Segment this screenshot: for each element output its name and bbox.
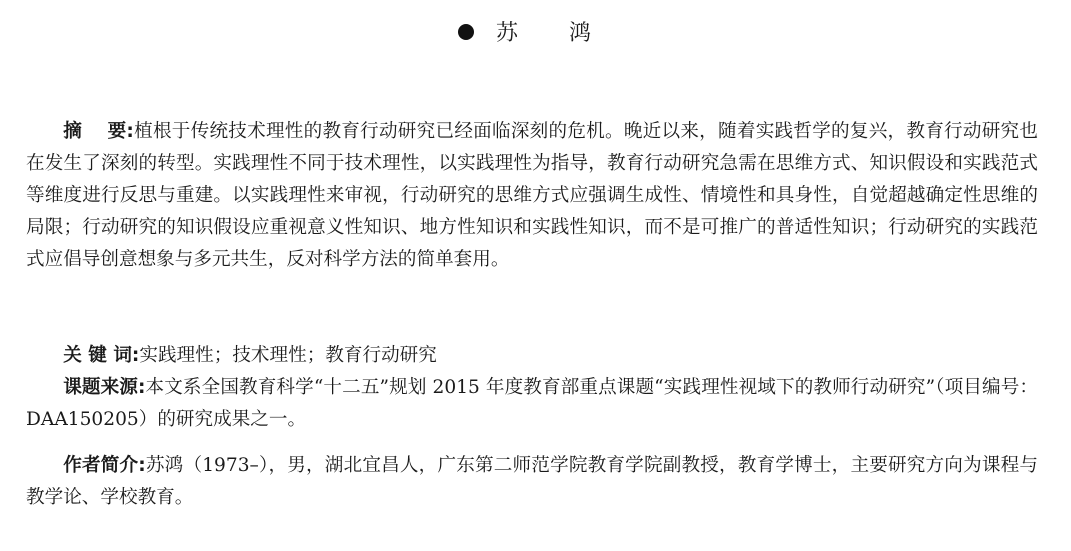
funding-paragraph — [26, 372, 1038, 436]
keywords-section — [26, 340, 1038, 372]
author-line — [0, 16, 1071, 52]
abstract-text: 植根于传统技术理性的教育行动研究已经面临深刻的危机。晚近以来，随着实践哲学的复兴，教育行动研究也在发生了深刻的转型。实践理性不同于技术理性，以实践理性为指导，教育行动研究急需在思维方式、知识假设和实践范式等维度进行反思与重建。以实践理性来审视，行动研究的思维方式应强调生成性、情境性和具身性，自觉超越确定性思维的局限；行动研究的知识假设应重视意义性知识、地方性知识和实践性知识，而不是可推广的普适性知识；行动研究的实践范式应倡导创意想象与多元共生，反对科学方法的简单套用。 — [26, 121, 1038, 270]
abstract-section — [26, 116, 1038, 276]
abstract-paragraph — [26, 116, 1038, 276]
keywords-paragraph — [26, 340, 1038, 372]
funding-text: 本文系全国教育科学“十二五”规划 2015 年度教育部重点课题“实践理性视域下的教师行动研究”（项目编号：DAA150205）的研究成果之一。 — [26, 377, 1038, 430]
keywords-text: 实践理性；技术理性；教育行动研究 — [139, 345, 437, 366]
bio-label: 作者简介: — [63, 455, 146, 476]
abstract-label: 摘 要: — [63, 121, 134, 142]
funding-label: 课题来源: — [63, 377, 146, 398]
author-bio-section — [26, 450, 1038, 514]
keywords-label: 关 键 词: — [63, 345, 140, 366]
bio-paragraph — [26, 450, 1038, 514]
author-name: 苏 鸿 — [496, 21, 613, 46]
bio-text: 苏鸿（1973–），男，湖北宜昌人，广东第二师范学院教育学院副教授，教育学博士，主要研究方向为课程与教学论、学校教育。 — [26, 455, 1038, 508]
funding-section — [26, 372, 1038, 436]
bullet-dot-icon — [458, 24, 474, 40]
